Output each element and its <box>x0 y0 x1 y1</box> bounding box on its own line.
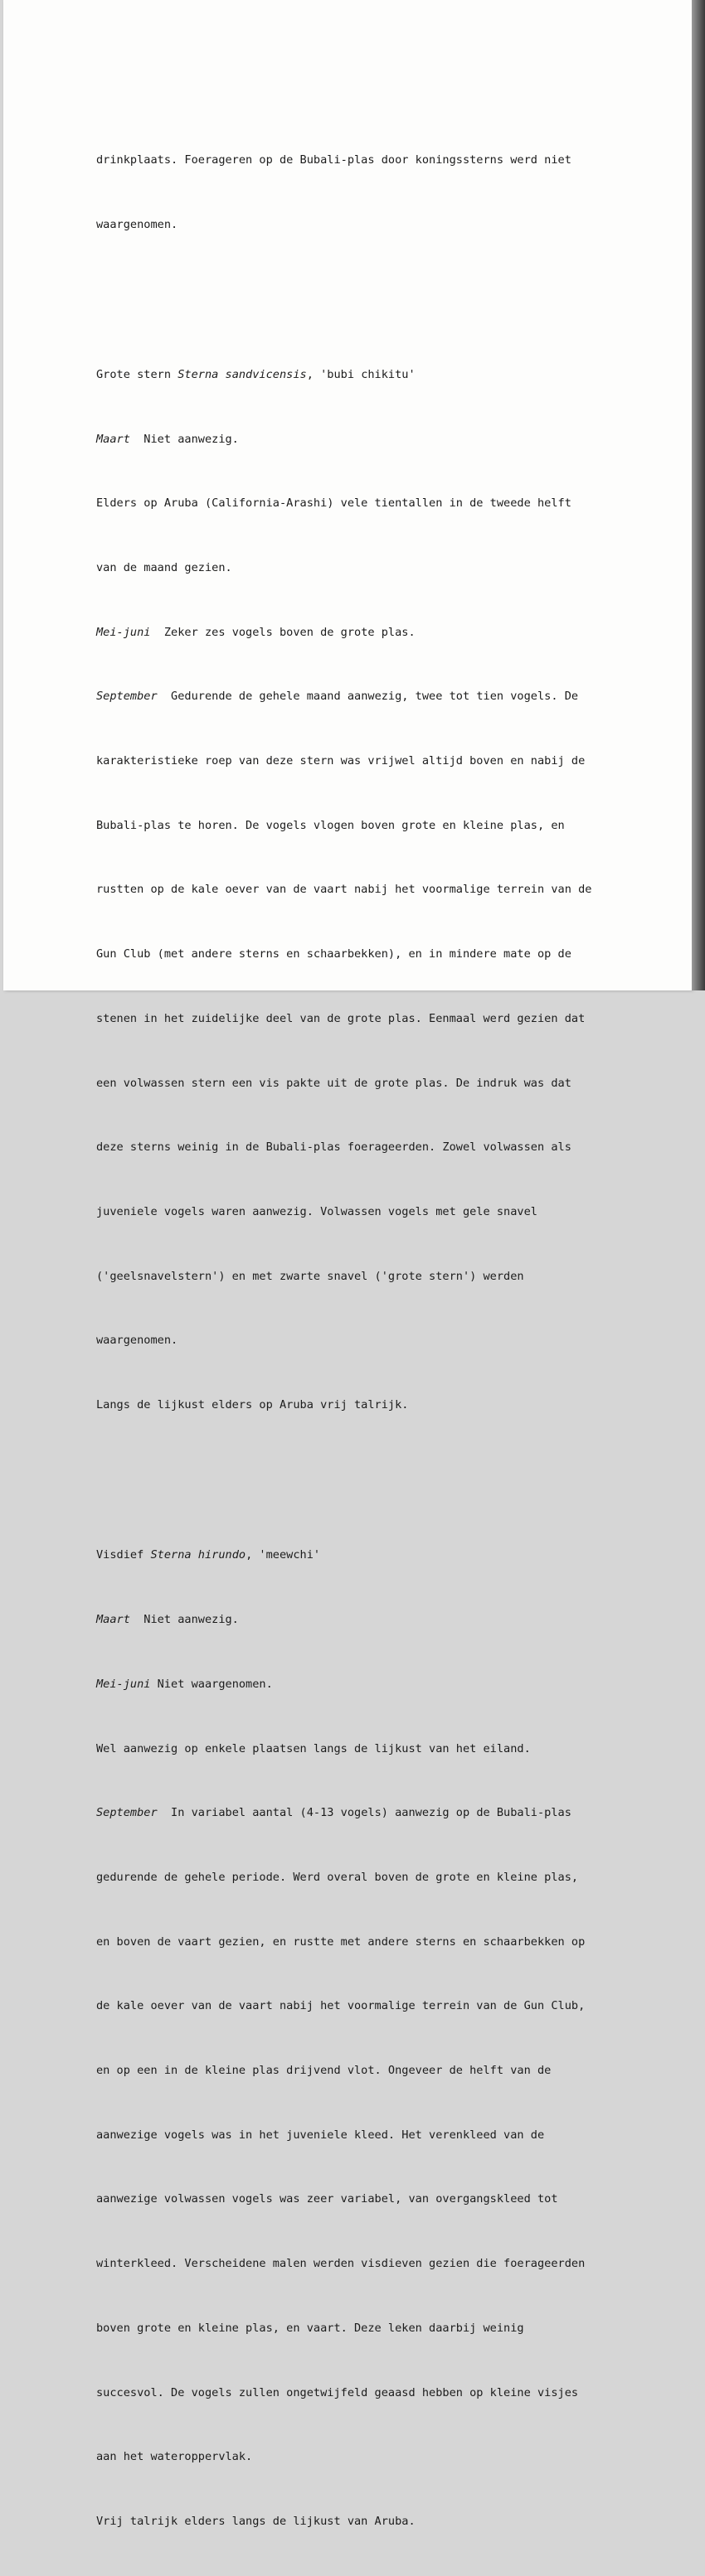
body-text <box>96 107 644 2576</box>
text-line: winterkleed. Verscheidene malen werden visdieven gezien die foerageerden <box>96 2257 586 2271</box>
text-line: Langs de lijkust elders op Aruba vrij talrijk. <box>96 1398 409 1412</box>
period-label: September <box>96 1806 158 1820</box>
text-line: de kale oever van de vaart nabij het voormalige terrein van de Gun Club, <box>96 1999 586 2013</box>
species-local-name: , 'bubi chikitu' <box>306 367 416 381</box>
text-line: aanwezige volwassen vogels was zeer variabel, van overgangskleed tot <box>96 2192 558 2206</box>
period-label: Maart <box>96 1613 130 1627</box>
period-september <box>96 1803 644 1824</box>
period-mei-juni <box>96 1674 644 1696</box>
species-latin-name: Sterna hirundo <box>150 1548 246 1562</box>
period-text: Zeker zes vogels boven de grote plas. <box>150 625 416 639</box>
text-line: Vrij talrijk elders langs de lijkust van Aruba. <box>96 2514 416 2528</box>
period-label: Mei-juni <box>96 625 151 639</box>
text-line: Wel aanwezig op enkele plaatsen langs de lijkust van het eiland. <box>96 1741 531 1755</box>
species-name: Visdief <box>96 1548 151 1562</box>
text-line: een volwassen stern een vis pakte uit de grote plas. De indruk was dat <box>96 1076 571 1090</box>
period-maart <box>96 429 644 451</box>
text-line: Bubali-plas te horen. De vogels vlogen boven grote en kleine plas, en <box>96 818 565 832</box>
text-line: aanwezige vogels was in het juveniele kleed. Het verenkleed van de <box>96 2128 545 2142</box>
text-line: waargenomen. <box>96 217 178 231</box>
text-line: succesvol. De vogels zullen ongetwijfeld geaasd hebben op kleine visjes <box>96 2385 579 2399</box>
text-line: karakteristieke roep van deze stern was vrijwel altijd boven en nabij de <box>96 754 586 768</box>
text-line: en boven de vaart gezien, en rustte met andere sterns en schaarbekken op <box>96 1934 586 1949</box>
text-line: Elders op Aruba (California-Arashi) vele tientallen in de tweede helft <box>96 496 571 511</box>
period-label: Maart <box>96 432 130 446</box>
text-line: en op een in de kleine plas drijvend vlot. Ongeveer de helft van de <box>96 2064 552 2078</box>
period-text: Niet waargenomen. <box>150 1677 273 1691</box>
period-maart <box>96 1610 644 1631</box>
period-label: September <box>96 690 158 704</box>
scan-edge <box>692 0 705 990</box>
species-heading-visdief <box>96 1545 644 1566</box>
period-text: Niet aanwezig. <box>129 1613 239 1627</box>
text-line: gedurende de gehele periode. Werd overal boven de grote en kleine plas, <box>96 1870 579 1884</box>
species-local-name: , 'meewchi' <box>246 1548 321 1562</box>
text-line: juveniele vogels waren aanwezig. Volwassen vogels met gele snavel <box>96 1204 537 1218</box>
period-text: In variabel aantal (4-13 vogels) aanwezig op de Bubali-plas <box>157 1806 571 1820</box>
species-heading-grote-stern <box>96 365 644 386</box>
text-line: boven grote en kleine plas, en vaart. Deze leken daarbij weinig <box>96 2321 524 2335</box>
document-page <box>3 0 692 2528</box>
text-line: stenen in het zuidelijke deel van de grote plas. Eenmaal werd gezien dat <box>96 1011 586 1025</box>
text-line: ('geelsnavelstern') en met zwarte snavel ('grote stern') werden <box>96 1269 524 1283</box>
text-line: van de maand gezien. <box>96 560 232 574</box>
text-line: aan het wateroppervlak. <box>96 2450 253 2464</box>
period-text: Niet aanwezig. <box>129 432 239 446</box>
period-september <box>96 686 644 708</box>
period-label: Mei-juni <box>96 1677 151 1691</box>
text-line: rustten op de kale oever van de vaart nabij het voormalige terrein van de <box>96 883 592 897</box>
text-line: drinkplaats. Foerageren op de Bubali-plas door koningssterns werd niet <box>96 153 571 167</box>
period-mei-juni <box>96 622 644 644</box>
species-name: Grote stern <box>96 367 178 381</box>
text-line: deze sterns weinig in de Bubali-plas foerageerden. Zowel volwassen als <box>96 1140 571 1155</box>
period-text: Gedurende de gehele maand aanwezig, twee tot tien vogels. De <box>157 690 579 704</box>
species-latin-name: Sterna sandvicensis <box>177 367 307 381</box>
text-line: Gun Club (met andere sterns en schaarbekken), en in mindere mate op de <box>96 947 571 961</box>
text-line: waargenomen. <box>96 1334 178 1348</box>
